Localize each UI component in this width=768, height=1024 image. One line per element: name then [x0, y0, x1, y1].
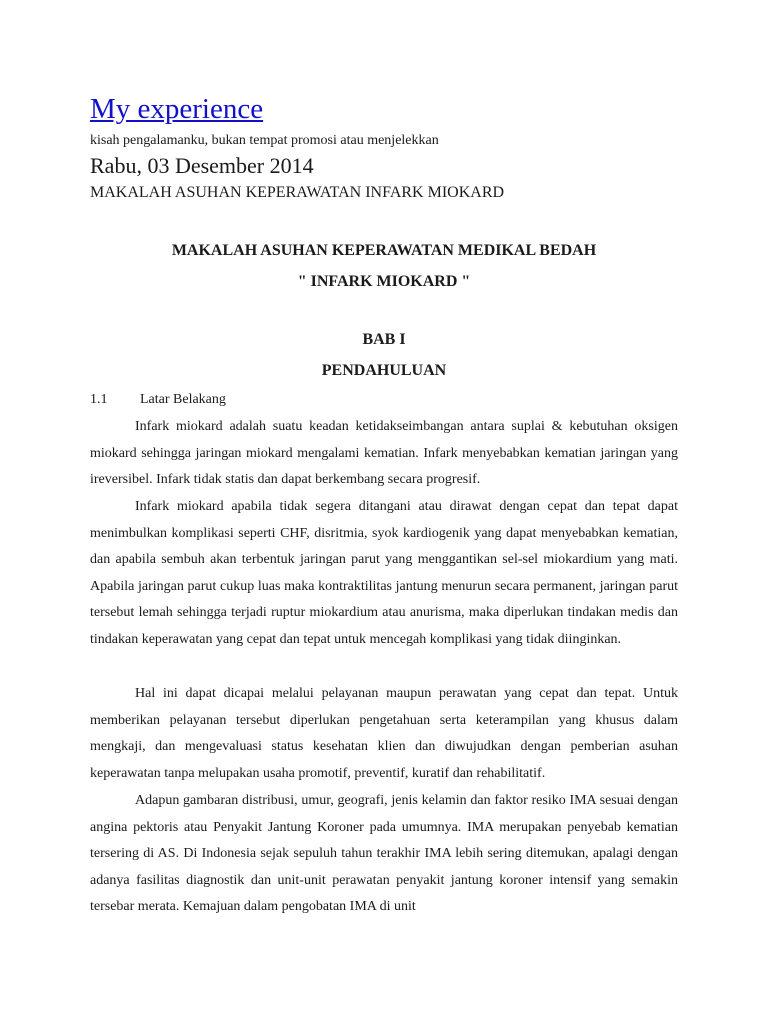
chapter-number: BAB I [362, 331, 406, 348]
post-date: Rabu, 03 Desember 2014 [90, 153, 314, 178]
blog-title-link[interactable]: My experience [90, 93, 264, 125]
document-heading-line1: MAKALAH ASUHAN KEPERAWATAN MEDIKAL BEDAH [171, 242, 597, 259]
paragraph-3: Hal ini dapat dicapai melalui pelayanan maupun perawatan yang cepat dan tepat. Untuk memberikan pelayanan tersebut diperlukan pengetahuan serta keterampilan yang khusus dalam mengkaji, dan mengevaluasi status kesehatan klien dan diwujudkan dengan pemberian asuhan keperawatan tanpa melupakan usaha promotif, preventif, kuratif dan rehabilitatif. [90, 686, 678, 781]
section-number: 1.1 [90, 392, 108, 407]
chapter-title: PENDAHULUAN [321, 362, 447, 379]
paragraph-4: Adapun gambaran distribusi, umur, geografi, jenis kelamin dan faktor resiko IMA sesuai dengan angina pektoris atau Penyakit Jantung Koroner pada umumnya. IMA merupakan penyebab kematian tersering di AS. Di Indonesia sejak sepuluh tahun terakhir IMA lebih sering ditemukan, apalagi dengan adanya fasilitas diagnostik dan unit-unit perawatan penyakit jantung koroner intensif yang semakin tersebar merata. Kemajuan dalam pengobatan IMA di unit [90, 793, 678, 914]
paragraph-1: Infark miokard adalah suatu keadan ketidakseimbangan antara suplai & kebutuhan oksigen miokard sehingga jaringan miokard mengalami kematian. Infark menyebabkan kematian jaringan yang ireversibel. Infark tidak statis dan dapat berkembang secara progresif. [90, 419, 678, 487]
post-title: MAKALAH ASUHAN KEPERAWATAN INFARK MIOKARD [90, 184, 505, 201]
section-title: Latar Belakang [140, 392, 226, 407]
document-heading-line2: " INFARK MIOKARD " [297, 273, 471, 290]
blog-description: kisah pengalamanku, bukan tempat promosi atau menjelekkan [90, 133, 439, 148]
paragraph-2: Infark miokard apabila tidak segera ditangani atau dirawat dengan cepat dan tepat dapat menimbulkan komplikasi seperti CHF, disritmia, syok kardiogenik yang dapat menyebabkan kematian, dan apabila sembuh akan terbentuk jaringan parut yang menggantikan sel-sel miokardium yang mati. Apabila jaringan parut cukup luas maka kontraktilitas jantung menurun secara permanent, jaringan parut tersebut lemah sehingga terjadi ruptur miokardium atau anurisma, maka diperlukan tindakan medis dan tindakan keperawatan yang cepat dan tepat untuk mencegah komplikasi yang tidak diinginkan. [90, 499, 678, 647]
